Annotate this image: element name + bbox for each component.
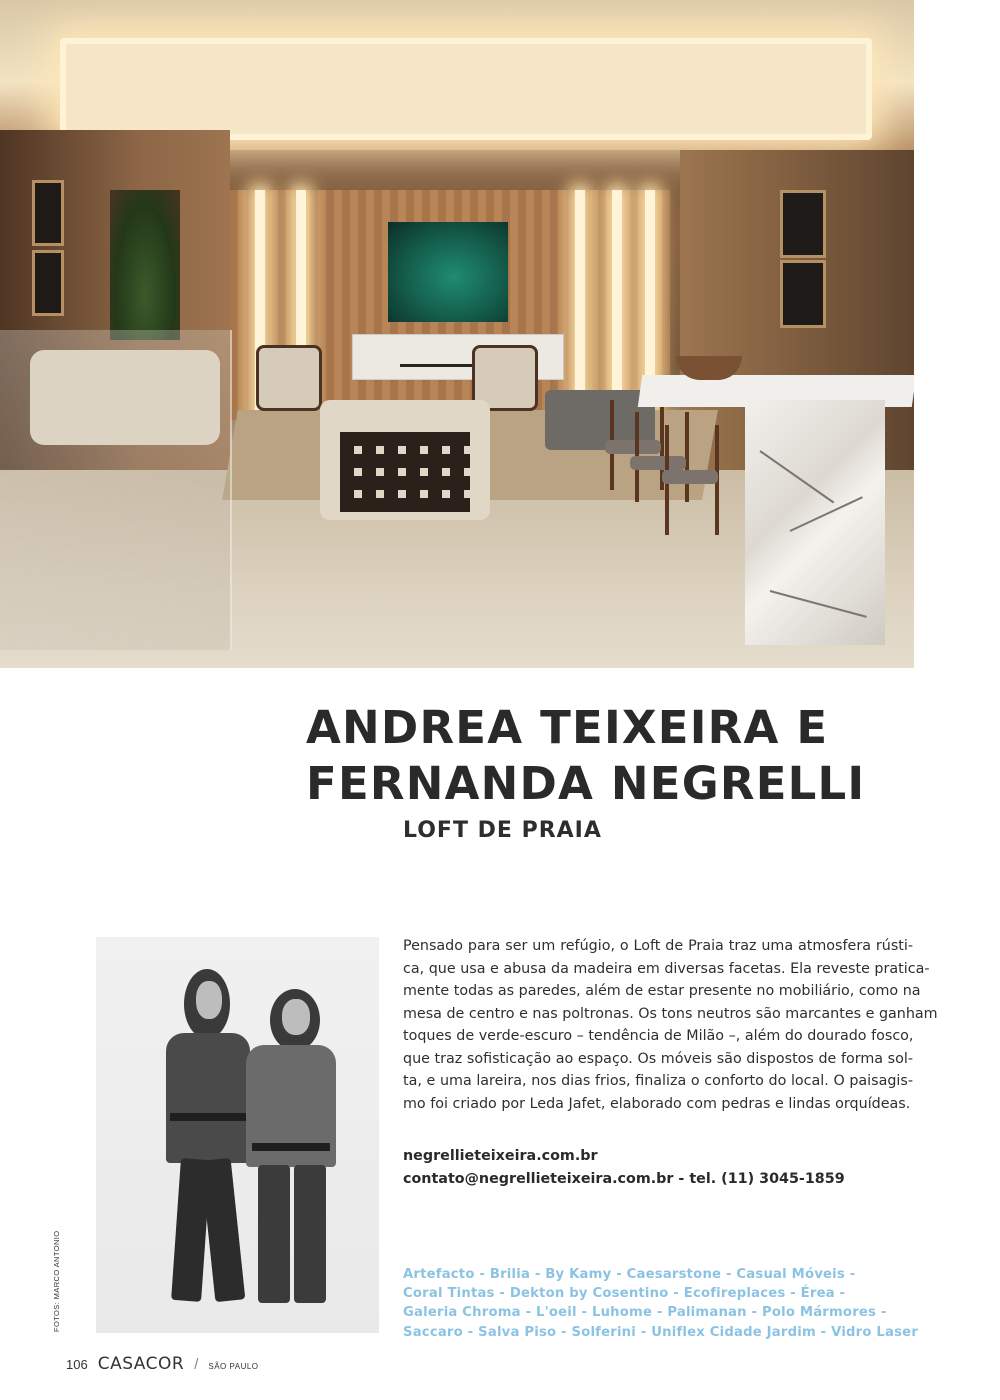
article-body xyxy=(403,935,938,1115)
jacket xyxy=(166,1033,250,1163)
page-footer xyxy=(66,1354,259,1376)
leg xyxy=(201,1158,246,1302)
light-strip xyxy=(612,190,622,420)
face xyxy=(196,981,222,1019)
wall-art-right-bottom xyxy=(780,260,826,328)
wall-art-right-top xyxy=(780,190,826,258)
wall-art-left-bottom xyxy=(32,250,64,316)
photo-credit: FOTOS: MARCO ANTONIO xyxy=(52,1230,61,1332)
page-number: 106 xyxy=(66,1357,88,1372)
belt xyxy=(170,1113,246,1121)
body-line: mo foi criado por Leda Jafet, elaborado com pedras e lindas orquídeas. xyxy=(403,1095,911,1112)
contact-info[interactable]: contato@negrellieteixeira.com.br - tel. (11) 3045-1859 xyxy=(403,1170,845,1187)
ceiling-light-cove xyxy=(60,38,872,140)
light-strip xyxy=(575,190,585,420)
suppliers-list xyxy=(403,1265,923,1342)
designers-portrait-photo xyxy=(96,937,379,1333)
left-sofa xyxy=(30,350,220,445)
title-line: ANDREA TEIXEIRA E xyxy=(306,701,829,754)
website-link[interactable]: negrellieteixeira.com.br xyxy=(403,1148,598,1164)
body-line: toques de verde-escuro – tendência de Milão –, além do dourado fosco, xyxy=(403,1028,914,1044)
woven-backrest xyxy=(340,432,470,512)
edition-city: SÃO PAULO xyxy=(208,1362,259,1371)
article-title xyxy=(306,700,966,812)
green-artwork-panel xyxy=(388,222,508,322)
body-line: que traz sofisticação ao espaço. Os móveis são dispostos de forma sol- xyxy=(403,1050,913,1067)
leg xyxy=(258,1165,290,1303)
leg xyxy=(294,1165,326,1303)
bar-stool-seat xyxy=(662,470,718,484)
body-line: mente todas as paredes, além de estar presente no mobiliário, como na xyxy=(403,983,921,999)
contact-block xyxy=(403,1145,845,1190)
body-line: mesa de centro e nas poltronas. Os tons neutros são marcantes e ganham xyxy=(403,1005,938,1022)
garden-plants xyxy=(110,190,180,340)
belt xyxy=(252,1143,330,1151)
title-line: FERNANDA NEGRELLI xyxy=(306,757,866,810)
suppliers-line: Artefacto - Brilia - By Kamy - Caesarstone - Casual Móveis - xyxy=(403,1267,856,1282)
hero-interior-photo xyxy=(0,0,914,668)
body-line: ca, que usa e abusa da madeira em diversas facetas. Ela reveste pratica- xyxy=(403,960,930,977)
armchair-left xyxy=(256,345,322,411)
article-subtitle: LOFT DE PRAIA xyxy=(403,818,602,843)
suppliers-line: Coral Tintas - Dekton by Cosentino - Ecofireplaces - Érea - xyxy=(403,1286,846,1302)
face xyxy=(282,999,310,1035)
body-line: ta, e uma lareira, nos dias frios, finaliza o conforto do local. O paisagis- xyxy=(403,1073,913,1089)
suppliers-line: Galeria Chroma - L'oeil - Luhome - Palimanan - Polo Mármores - xyxy=(403,1305,887,1321)
wall-art-left-top xyxy=(32,180,64,246)
footer-separator: / xyxy=(194,1356,199,1373)
magazine-logo: CASACOR xyxy=(97,1354,185,1374)
body-line: Pensado para ser um refúgio, o Loft de Praia traz uma atmosfera rústi- xyxy=(403,938,913,954)
suppliers-line: Saccaro - Salva Piso - Solferini - Uniflex Cidade Jardim - Vidro Laser xyxy=(403,1324,919,1340)
marble-counter-side xyxy=(745,400,885,645)
